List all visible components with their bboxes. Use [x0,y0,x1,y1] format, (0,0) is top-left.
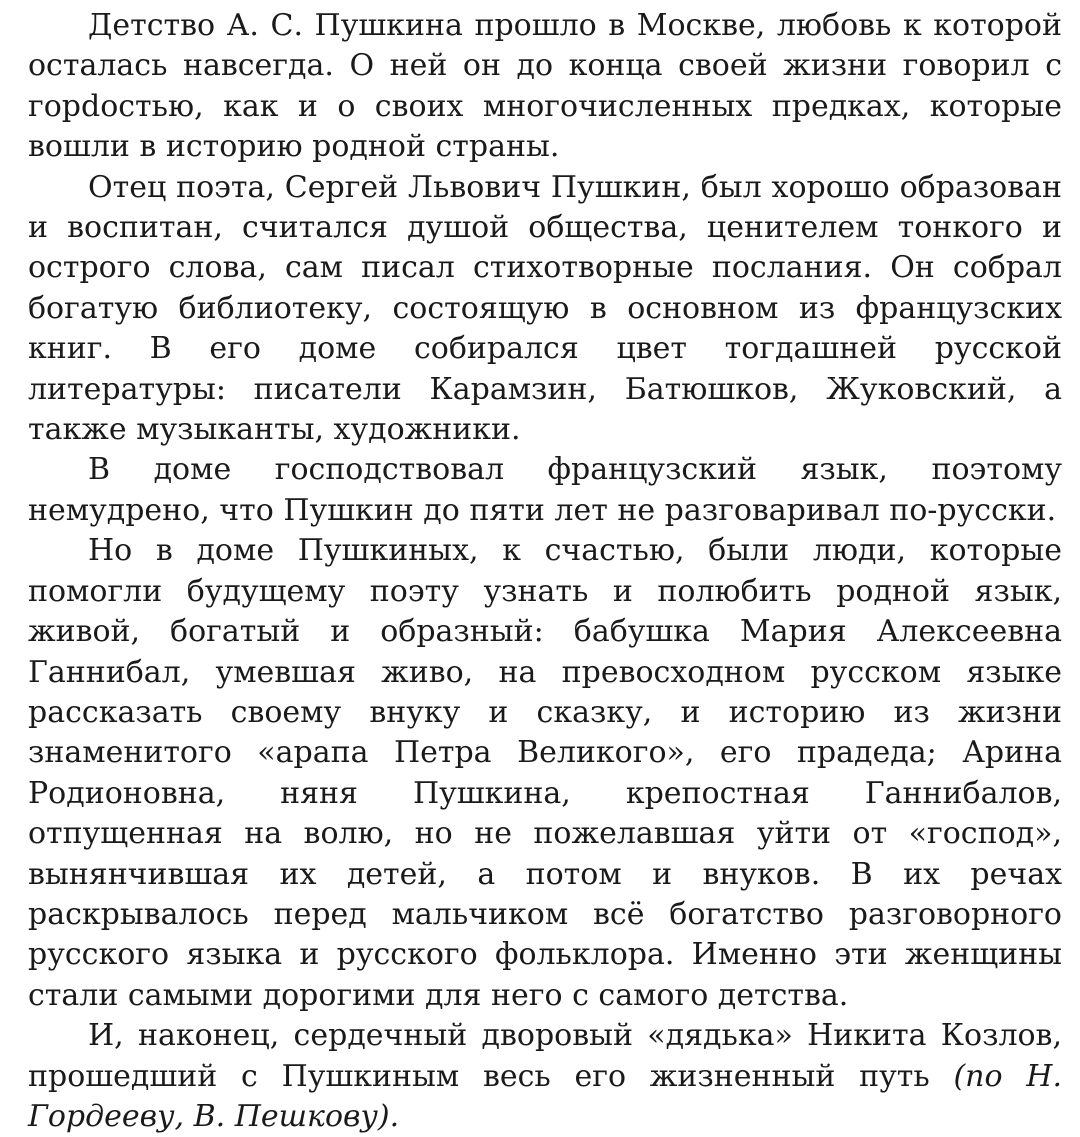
paragraph-grandmother-nanny: Но в доме Пушкиных, к счастью, были люди, которые помогли будущему поэту узнать и полюбить родной язык, живой, богатый и образный: бабушка Мария Алексеевна Ганнибал, умевшая живо, на превосходном русском языке рассказать своему внуку и сказку, и историю из жизни знаменитого «арапа Петра Великого», его прадеда; Арина Родионовна, няня Пушкина, крепостная Ганнибалов, отпущенная на волю, но не пожелавшая уйти от «господ», вынянчившая их детей, а потом и внуков. В их речах раскрывалось перед мальчиком всё богатство разговорного русского языка и русского фольклора. Именно эти женщины стали самыми дорогими для него с самого детства. [28,533,1062,1013]
paragraph-father: Отец поэта, Сергей Львович Пушкин, был хорошо образован и воспитан, считался душой общества, ценителем тонкого и острого слова, сам писал стихотворные послания. Он собрал богатую библиотеку, состоящую в основном из французских книг. В его доме собирался цвет тогдашней русской литературы: писатели Карамзин, Батюшков, Жуковский, а также музыканты, художники. [28,169,1062,448]
paragraph-nikita-kozlov-text: И, наконец, сердечный дворовый «дядька» Никита Козлов, прошедший с Пушкиным весь его жизненный путь [28,1018,1062,1094]
document-page [28,6,1062,1137]
paragraph-nikita-kozlov [28,1016,1062,1137]
source-citation: (по Н. Гордееву, В. Пешкову). [28,1058,1062,1134]
paragraph-childhood: Детство А. С. Пушкина прошло в Москве, любовь к которой осталась навсегда. О ней он до конца своей жизни говорил с горdостью, как и о своих многочисленных предках, которые вошли в историю родной страны. [28,8,1062,165]
paragraph-french-language: В доме господствовал французский язык, поэтому немудрено, что Пушкин до пяти лет не разговаривал по-русски. [28,452,1062,528]
